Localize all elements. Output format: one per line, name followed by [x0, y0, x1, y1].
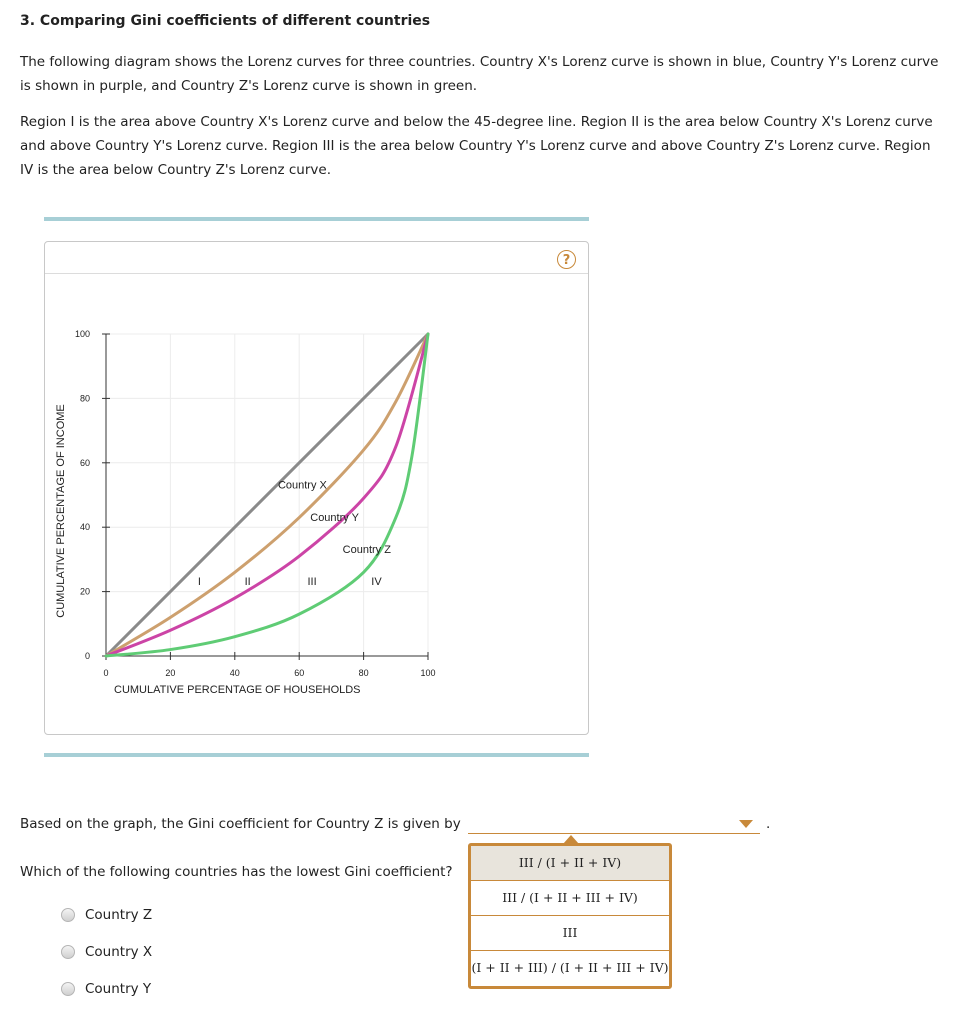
dropdown-option[interactable]: (I + II + III) / (I + II + III + IV) — [471, 960, 669, 975]
x-axis-title: CUMULATIVE PERCENTAGE OF HOUSEHOLDS — [114, 684, 361, 696]
radio-button[interactable] — [61, 982, 75, 996]
curve-annotation: Country Z — [342, 543, 391, 556]
curve-annotation: IV — [371, 576, 382, 589]
y-tick-label: 80 — [79, 393, 90, 404]
lowest-gini-question: Which of the following countries has the lowest Gini coefficient? — [20, 864, 453, 880]
lorenz-chart — [45, 242, 588, 734]
intro-paragraph: The following diagram shows the Lorenz curves for three countries. Country X's Lorenz curve is shown in blue, Country Y's Lorenz curve is shown in purple, and Country Z's Lorenz curve is shown in green. — [20, 54, 939, 94]
curve-annotation: Country Y — [310, 511, 359, 524]
curve-annotation: I — [197, 576, 201, 589]
curve-annotation: II — [244, 576, 251, 589]
dropdown-caret-icon[interactable] — [739, 820, 753, 828]
dropdown-option[interactable]: III — [471, 916, 669, 951]
top-divider — [44, 217, 589, 221]
dropdown-option[interactable]: III / (I + II + IV) — [471, 846, 669, 881]
gini-question: Based on the graph, the Gini coefficient for Country Z is given by — [20, 816, 461, 832]
equality-line — [106, 334, 428, 656]
answer-dropdown-blank[interactable] — [468, 833, 760, 834]
y-tick-label: 0 — [84, 651, 90, 661]
sentence-period: . — [766, 816, 771, 832]
curve-annotation: Country X — [277, 479, 327, 492]
x-tick-label: 80 — [358, 668, 369, 678]
x-tick-label: 0 — [103, 668, 109, 678]
bottom-divider — [44, 753, 589, 757]
x-tick-label: 60 — [294, 668, 305, 678]
radio-option-label: Country X — [85, 944, 153, 960]
help-icon[interactable]: ? — [557, 250, 576, 269]
dropdown-menu[interactable] — [468, 843, 672, 989]
x-tick-label: 20 — [165, 668, 176, 678]
dropdown-option[interactable]: III / (I + II + III + IV) — [471, 881, 669, 916]
x-tick-label: 40 — [229, 668, 240, 678]
radio-button[interactable] — [61, 908, 75, 922]
regions-paragraph: Region I is the area above Country X's Lorenz curve and below the 45-degree line. Region II is the area below Country X's Lorenz curve and above Country Y's Lorenz curve. Region III is the area below Country Y's Lorenz curve and above Country Z's Lorenz curve. Region IV is the area below Country Z's Lorenz curve. — [20, 114, 933, 178]
question-title: 3. Comparing Gini coefficients of different countries — [20, 13, 431, 29]
y-tick-label: 40 — [79, 522, 90, 533]
radio-button[interactable] — [61, 945, 75, 959]
curve-annotation: III — [307, 576, 317, 589]
y-tick-label: 20 — [79, 586, 90, 597]
y-axis-title: CUMULATIVE PERCENTAGE OF INCOME — [55, 404, 67, 618]
radio-option-label: Country Y — [85, 981, 152, 997]
y-tick-label: 100 — [74, 329, 90, 339]
graph-panel — [44, 241, 589, 735]
radio-option-label: Country Z — [85, 907, 153, 923]
y-tick-label: 60 — [79, 457, 90, 468]
x-tick-label: 100 — [420, 668, 436, 678]
